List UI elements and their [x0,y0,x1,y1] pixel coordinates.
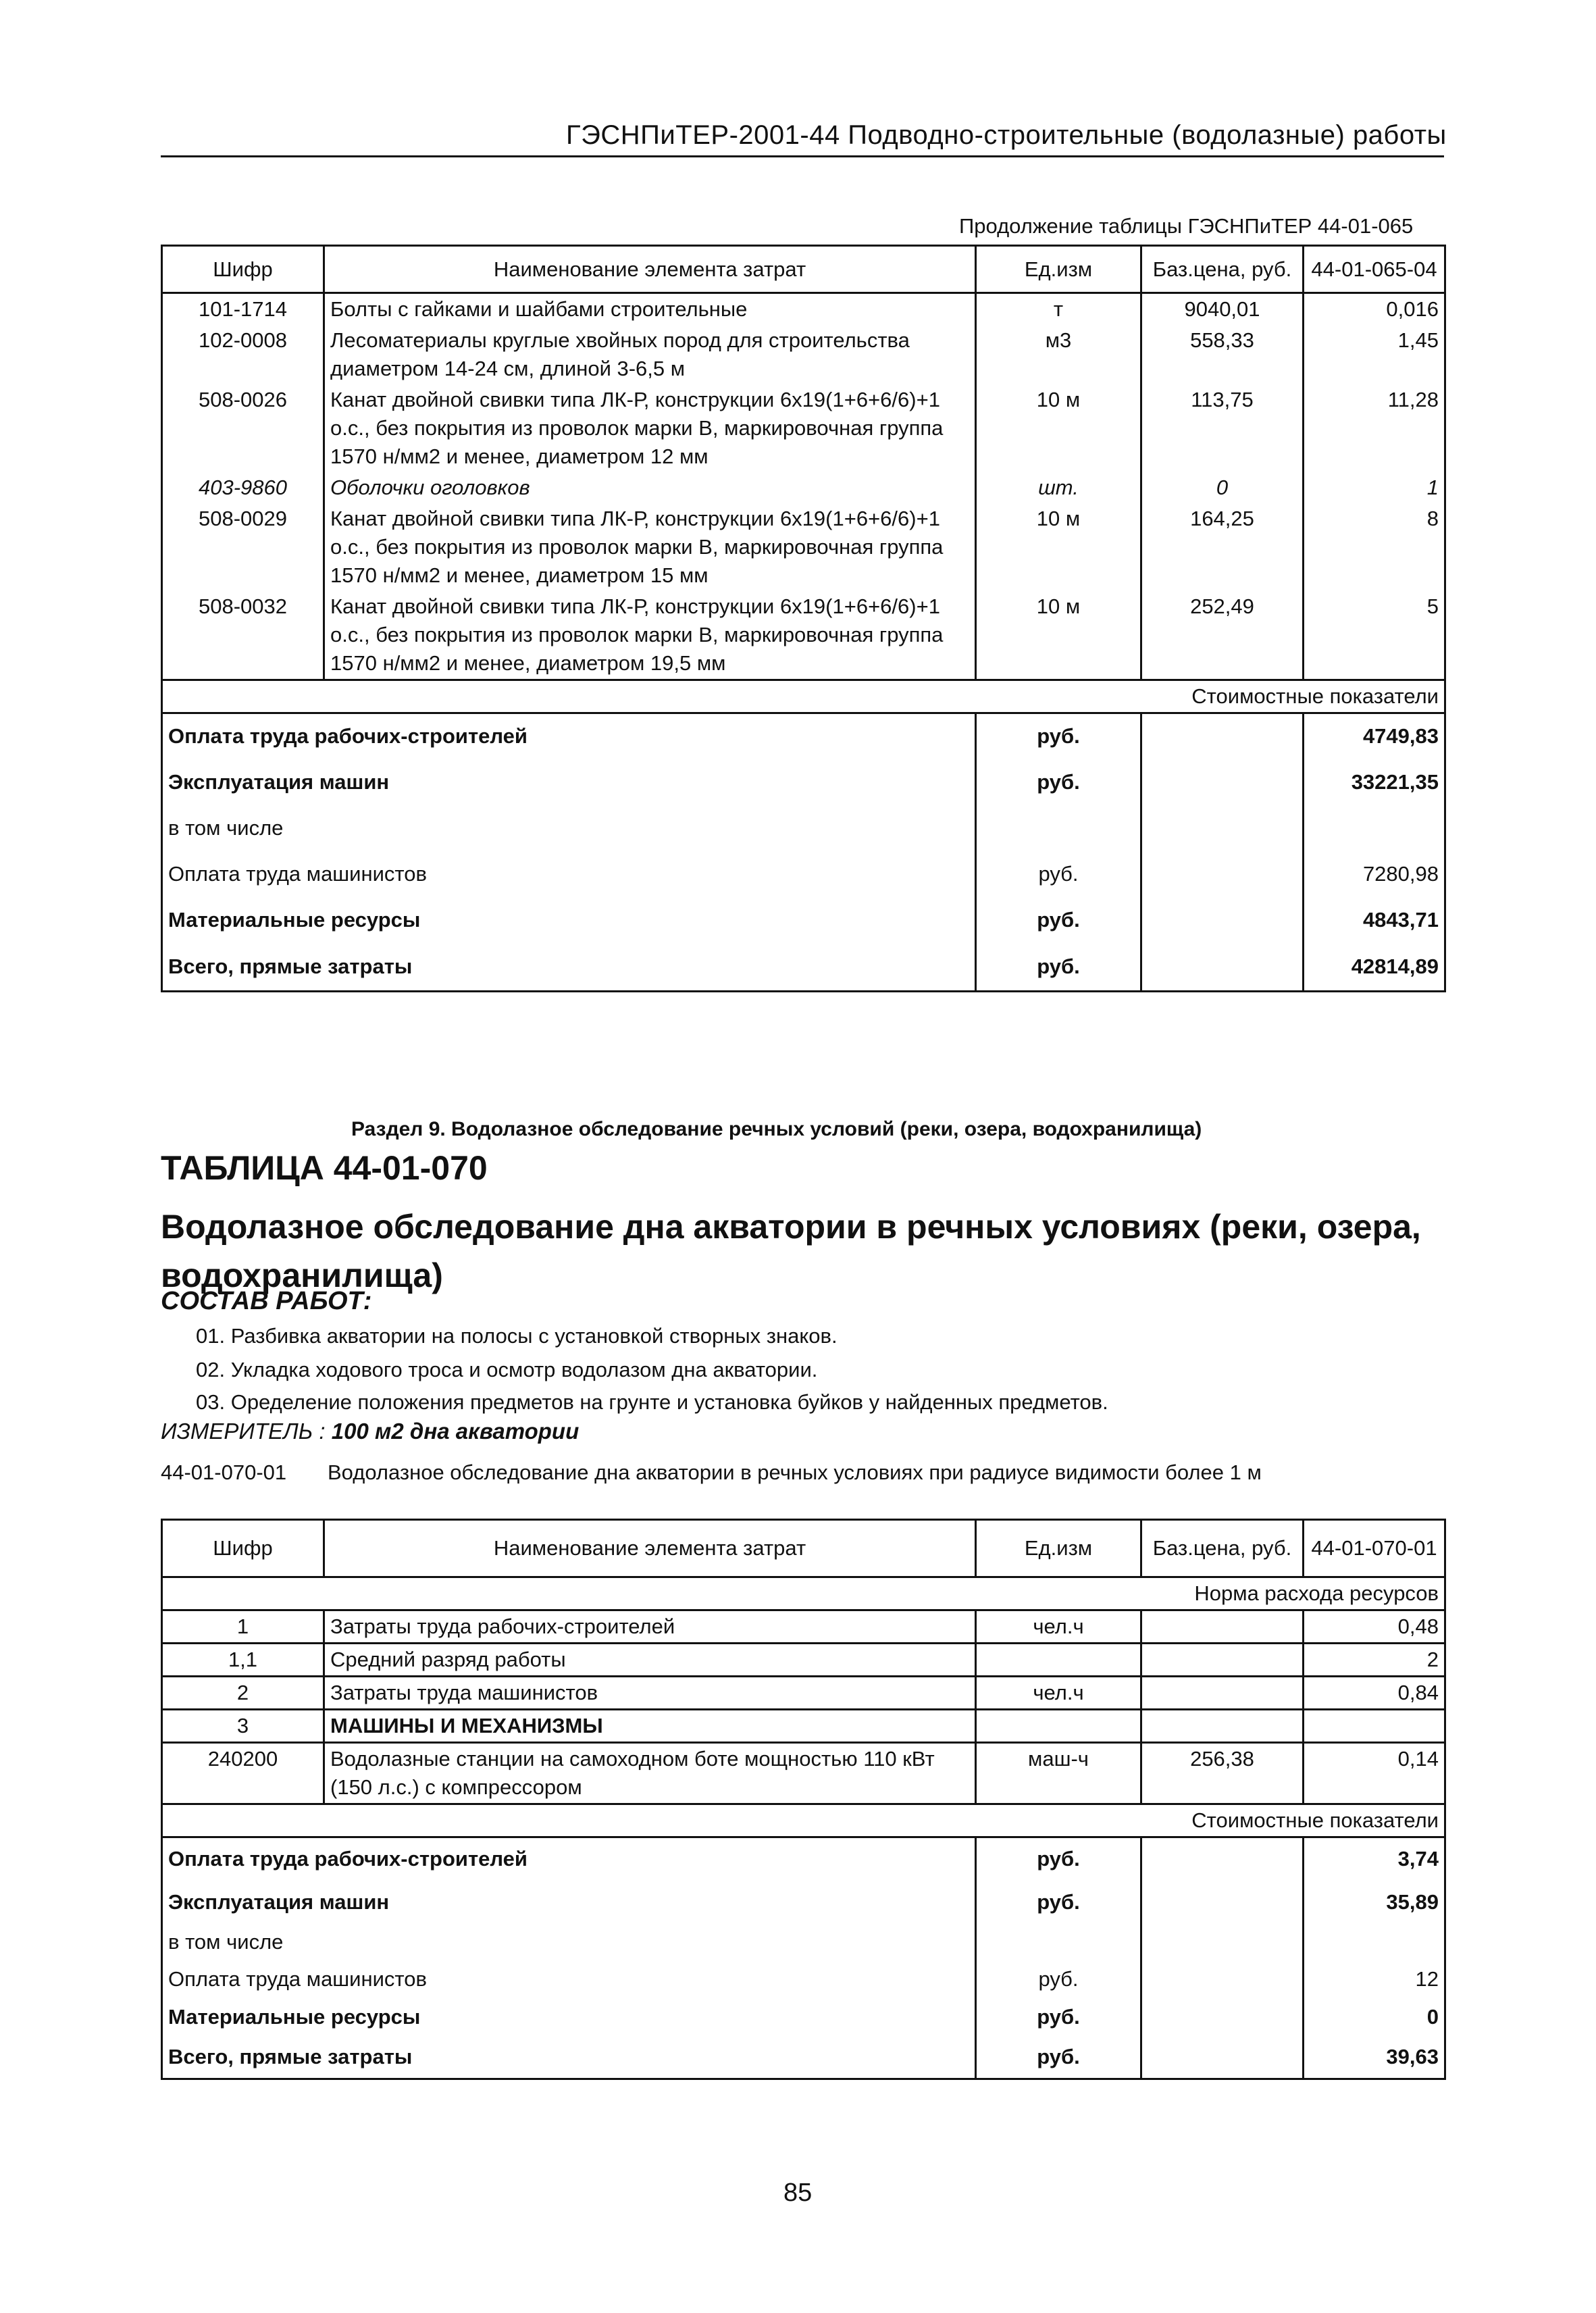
price-description: Водолазное обследование дна акватории в речных условиях при радиусе видимости более 1 м [328,1460,1262,1484]
summary-unit: руб. [976,713,1141,759]
summary-unit: руб. [976,1960,1141,1998]
cell-unit [976,1710,1141,1743]
summary-unit: руб. [976,943,1141,992]
cell-value: 0,016 [1386,297,1439,321]
cell-value: 2 [1304,1644,1445,1677]
summary-label: Оплата труда машинистов [168,1966,427,1991]
work-composition-label: СОСТАВ РАБОТ: [161,1287,372,1315]
cell-unit: т [976,293,1141,326]
cell-code: 2 [162,1677,324,1710]
cell-value [1304,1710,1445,1743]
column-header-name: Наименование элемента затрат [324,1520,976,1577]
cell-code: 508-0026 [162,384,324,472]
cell-name: МАШИНЫ И МЕХАНИЗМЫ [324,1710,976,1743]
table-title: Водолазное обследование дна акватории в речных условиях (реки, озера, водохранилища) [161,1208,1421,1294]
summary-row [162,1837,1445,1881]
norm-section-header [162,1577,1445,1610]
summary-label: Оплата труда рабочих-строителей [168,724,527,748]
table-row [162,384,1445,472]
table-row [162,1610,1445,1644]
cell-value: 8 [1426,507,1439,530]
column-header-unit: Ед.изм [976,1520,1141,1577]
cell-name: Канат двойной свивки типа ЛК-Р, конструкции 6х19(1+6+6/6)+1 о.с., без покрытия из проволок марки В, маркировочная группа 1570 н/мм2 и менее, диаметром 19,5 мм [324,591,976,680]
table-header-row [162,1520,1445,1577]
table-row [162,1644,1445,1677]
column-header-value: 44-01-065-04 [1304,246,1445,293]
cell-code: 508-0029 [162,503,324,591]
cell-name: Водолазные станции на самоходном боте мощностью 110 кВт (150 л.с.) с компрессором [324,1743,976,1804]
cell-code: 102-0008 [162,325,324,384]
resource-table-44-01-065 [161,245,1446,992]
cell-name: Канат двойной свивки типа ЛК-Р, конструкции 6х19(1+6+6/6)+1 о.с., без покрытия из проволок марки В, маркировочная группа 1570 н/мм2 и менее, диаметром 12 мм [324,384,976,472]
summary-value: 12 [1415,1966,1439,1991]
column-header-code: Шифр [162,1520,324,1577]
cell-price: 113,75 [1141,384,1304,472]
summary-empty [1141,1837,1304,1881]
summary-empty [1141,943,1304,992]
summary-unit: руб. [976,897,1141,943]
summary-empty [1141,713,1304,759]
summary-row [162,943,1445,992]
summary-row [162,1881,1445,1924]
summary-row [162,897,1445,943]
section-heading: Раздел 9. Водолазное обследование речных условий (реки, озера, водохранилища) [351,1118,1202,1140]
cell-unit: чел.ч [976,1677,1141,1710]
column-header-price: Баз.цена, руб. [1141,1520,1304,1577]
table-row [162,472,1445,503]
cell-name: Канат двойной свивки типа ЛК-Р, конструкции 6х19(1+6+6/6)+1 о.с., без покрытия из проволок марки В, маркировочная группа 1570 н/мм2 и менее, диаметром 15 мм [324,503,976,591]
cost-section-label: Стоимостные показатели [162,680,1445,713]
resource-table-44-01-070 [161,1519,1446,2080]
summary-empty [1141,1960,1304,1998]
summary-unit: руб. [976,851,1141,897]
summary-label: Материальные ресурсы [168,907,421,932]
cell-price: 9040,01 [1141,293,1304,326]
summary-unit [976,805,1141,851]
cell-unit: 10 м [976,591,1141,680]
column-header-name: Наименование элемента затрат [324,246,976,293]
cell-price: 256,38 [1141,1743,1304,1804]
summary-empty [1141,897,1304,943]
running-header: ГЭСНПиТЕР-2001-44 Подводно-строительные (водолазные) работы [566,120,1447,150]
table-row [162,1743,1445,1804]
summary-label: Материальные ресурсы [168,2004,421,2029]
cell-unit: шт. [976,472,1141,503]
summary-row [162,1960,1445,1998]
table-row [162,1677,1445,1710]
meter-line [161,1419,579,1444]
summary-label: в том числе [168,1929,284,1954]
cell-value: 0,84 [1304,1677,1445,1710]
summary-value: 35,89 [1386,1889,1439,1914]
cell-code: 403-9860 [162,472,324,503]
summary-label: Всего, прямые затраты [168,954,413,978]
cell-value: 0,48 [1397,1615,1439,1638]
summary-row [162,1924,1445,1960]
column-header-unit: Ед.изм [976,246,1141,293]
summary-empty [1141,1881,1304,1924]
cell-name: Затраты труда машинистов [324,1677,976,1710]
summary-value: 39,63 [1386,2044,1439,2068]
cell-unit: м3 [976,325,1141,384]
cell-value: 0,14 [1304,1743,1445,1804]
cost-section-label: Стоимостные показатели [162,1804,1445,1837]
cell-unit: 10 м [976,503,1141,591]
meter-label: ИЗМЕРИТЕЛЬ : [161,1419,326,1444]
summary-row [162,1998,1445,2036]
cell-name: Лесоматериалы круглые хвойных пород для строительства диаметром 14-24 см, длиной 3-6,5 м [324,325,976,384]
summary-empty [1141,759,1304,805]
price-code: 44-01-070-01 [161,1460,287,1484]
summary-label: Всего, прямые затраты [168,2044,413,2068]
cell-value: 1,45 [1397,328,1439,352]
cell-name: Затраты труда рабочих-строителей [324,1610,976,1644]
column-header-value: 44-01-070-01 [1304,1520,1445,1577]
summary-label: Эксплуатация машин [168,1889,390,1914]
summary-empty [1141,2036,1304,2079]
work-item: 01. Разбивка акватории на полосы с установкой створных знаков. [196,1324,838,1348]
cell-code: 3 [162,1710,324,1743]
cell-price [1141,1710,1304,1743]
summary-empty [1141,805,1304,851]
cell-unit: 10 м [976,384,1141,472]
summary-value: 42814,89 [1351,954,1439,978]
cell-price: 0 [1141,472,1304,503]
cell-price [1141,1610,1304,1644]
table-row [162,591,1445,680]
summary-value: 4843,71 [1362,907,1439,932]
cell-code: 1 [162,1610,324,1644]
summary-label: Оплата труда рабочих-строителей [168,1847,527,1871]
work-item: 03. Оределение положения предметов на грунте и установка буйков у найденных предметов. [196,1390,1108,1414]
cell-name: Средний разряд работы [324,1644,976,1677]
table-continuation-caption: Продолжение таблицы ГЭСНПиТЕР 44-01-065 [959,214,1414,238]
column-header-code: Шифр [162,246,324,293]
table-row [162,503,1445,591]
summary-value: 3,74 [1397,1847,1439,1871]
summary-value: 7280,98 [1362,861,1439,886]
cell-unit [976,1644,1141,1677]
summary-unit: руб. [976,2036,1141,2079]
table-header-row [162,246,1445,293]
cell-price: 164,25 [1141,503,1304,591]
cell-value: 5 [1426,594,1439,618]
page-number: 85 [783,2179,813,2207]
meter-value: 100 м2 дна акватории [331,1419,580,1444]
summary-unit: руб. [976,1837,1141,1881]
cell-code: 240200 [162,1743,324,1804]
cell-unit: чел.ч [976,1610,1141,1644]
cell-price [1141,1644,1304,1677]
cell-price: 558,33 [1141,325,1304,384]
summary-unit: руб. [976,1998,1141,2036]
summary-empty [1141,851,1304,897]
table-row [162,1710,1445,1743]
summary-row [162,851,1445,897]
summary-row [162,805,1445,851]
cell-price: 252,49 [1141,591,1304,680]
table-number: ТАБЛИЦА 44-01-070 [161,1149,488,1187]
column-header-price: Баз.цена, руб. [1141,246,1304,293]
summary-value: 4749,83 [1362,724,1439,748]
cell-price [1141,1677,1304,1710]
cell-value: 11,28 [1387,388,1439,411]
cell-code: 508-0032 [162,591,324,680]
summary-label: в том числе [168,815,284,840]
cell-name: Оболочки оголовков [324,472,976,503]
summary-value: 33221,35 [1351,769,1439,794]
table-row [162,293,1445,326]
summary-row [162,2036,1445,2079]
summary-value: 0 [1426,2004,1439,2029]
summary-unit [976,1924,1141,1960]
summary-label: Эксплуатация машин [168,769,390,794]
summary-value [1304,1924,1445,1960]
table-row [162,325,1445,384]
cell-unit: маш-ч [976,1743,1141,1804]
header-rule [161,155,1444,157]
summary-empty [1141,1998,1304,2036]
summary-unit: руб. [976,1881,1141,1924]
summary-unit: руб. [976,759,1141,805]
summary-empty [1141,1924,1304,1960]
summary-value [1304,805,1445,851]
summary-row [162,713,1445,759]
cell-value: 1 [1426,476,1439,499]
cost-section-header [162,680,1445,713]
summary-label: Оплата труда машинистов [168,861,427,886]
cell-name: Болты с гайками и шайбами строительные [324,293,976,326]
norm-section-label: Норма расхода ресурсов [162,1577,1445,1610]
cost-section-header [162,1804,1445,1837]
cell-code: 1,1 [162,1644,324,1677]
work-item: 02. Укладка ходового троса и осмотр водолазом дна акватории. [196,1358,818,1381]
summary-row [162,759,1445,805]
cell-code: 101-1714 [162,293,324,326]
